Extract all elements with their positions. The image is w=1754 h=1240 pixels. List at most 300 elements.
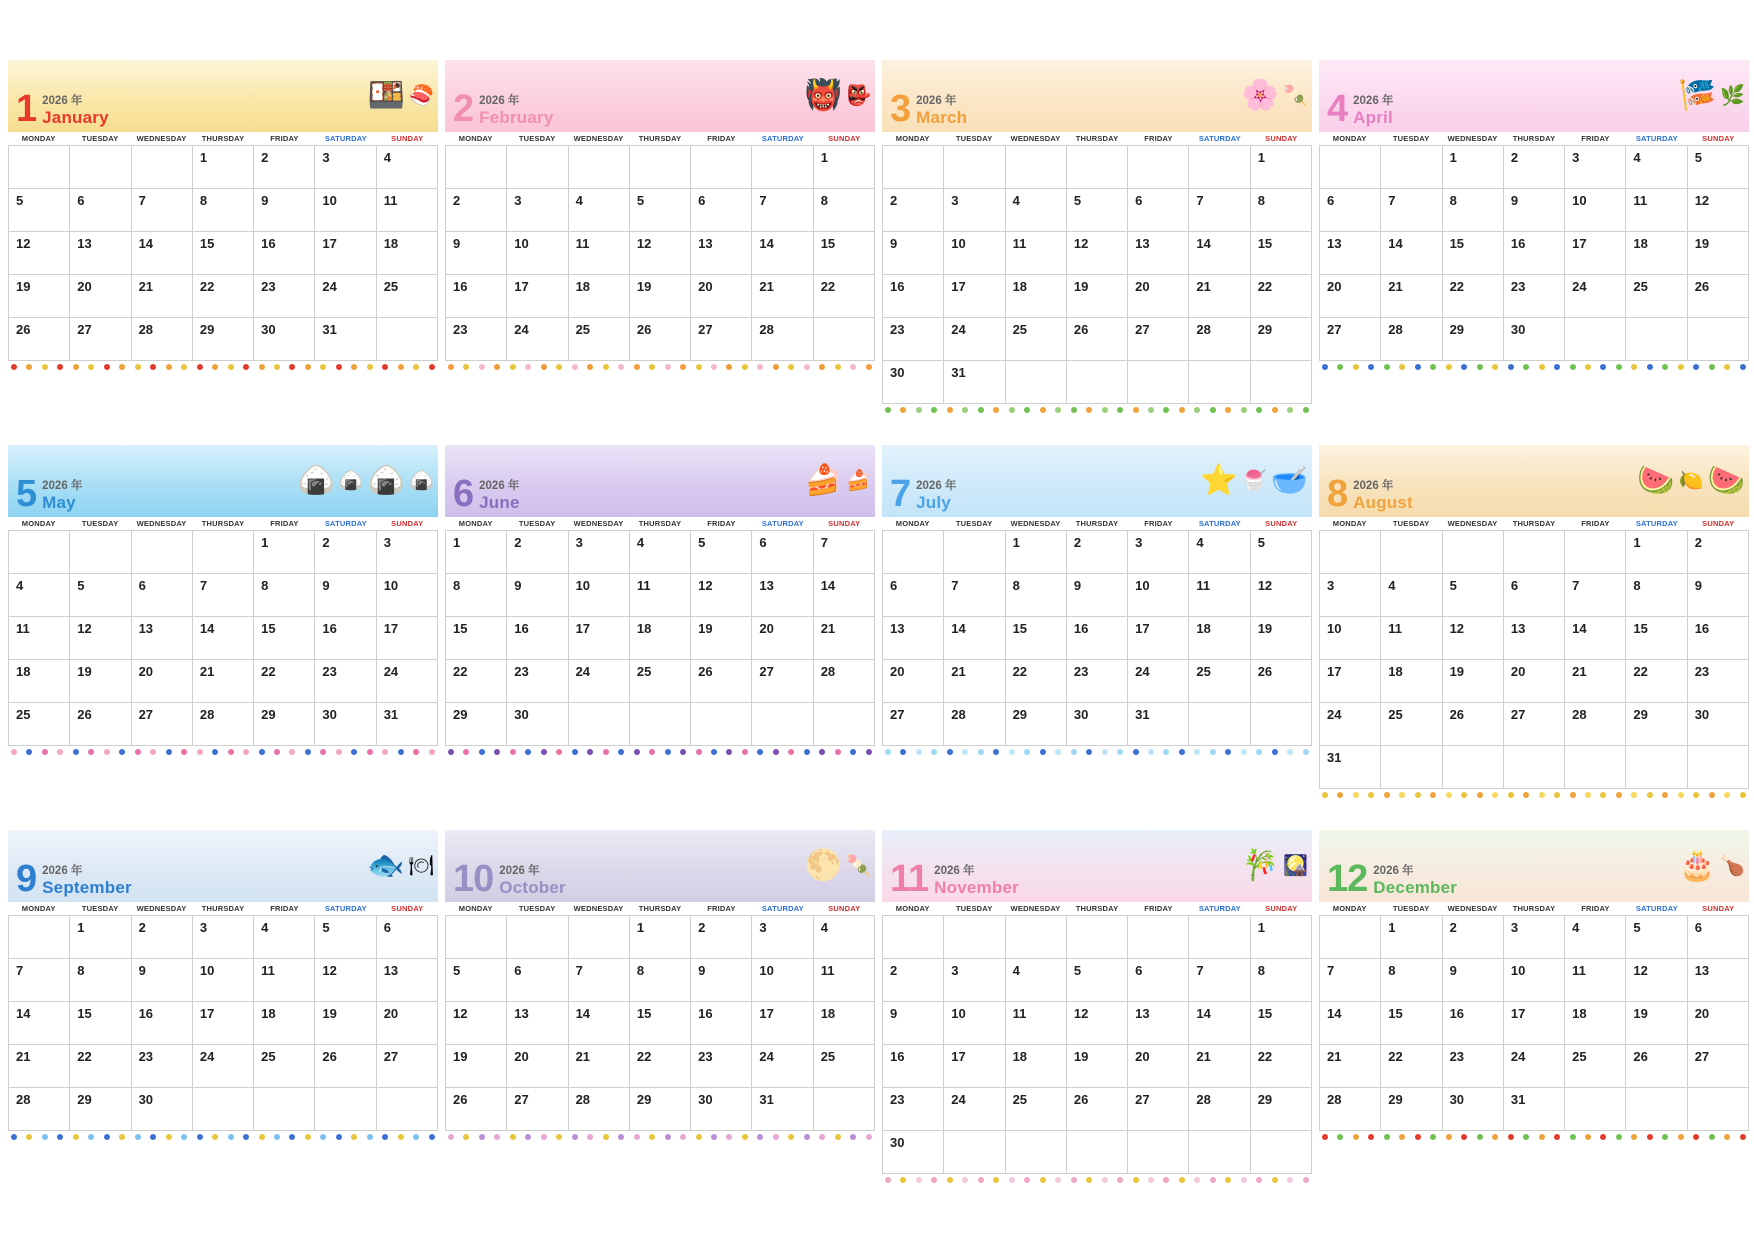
day-cell[interactable]: 19 — [629, 275, 690, 318]
day-cell[interactable]: 24 — [376, 660, 437, 703]
day-cell[interactable] — [1381, 746, 1442, 789]
day-cell[interactable]: 29 — [629, 1088, 690, 1131]
day-cell[interactable] — [691, 146, 752, 189]
day-cell[interactable]: 20 — [507, 1045, 568, 1088]
day-cell[interactable]: 27 — [1320, 318, 1381, 361]
day-cell[interactable]: 3 — [1320, 574, 1381, 617]
day-cell[interactable]: 1 — [192, 146, 253, 189]
day-cell[interactable] — [1565, 746, 1626, 789]
day-cell[interactable]: 7 — [752, 189, 813, 232]
day-cell[interactable]: 31 — [376, 703, 437, 746]
day-cell[interactable]: 26 — [70, 703, 131, 746]
day-cell[interactable]: 7 — [813, 531, 874, 574]
day-cell[interactable]: 12 — [446, 1002, 507, 1045]
day-cell[interactable]: 18 — [813, 1002, 874, 1045]
day-cell[interactable]: 25 — [1005, 318, 1066, 361]
day-cell[interactable]: 27 — [507, 1088, 568, 1131]
day-cell[interactable]: 16 — [691, 1002, 752, 1045]
day-cell[interactable]: 24 — [944, 1088, 1005, 1131]
day-cell[interactable]: 21 — [1565, 660, 1626, 703]
day-cell[interactable]: 30 — [131, 1088, 192, 1131]
day-cell[interactable]: 1 — [1005, 531, 1066, 574]
day-cell[interactable] — [1381, 146, 1442, 189]
day-cell[interactable]: 25 — [254, 1045, 315, 1088]
day-cell[interactable] — [1687, 746, 1748, 789]
day-cell[interactable]: 2 — [507, 531, 568, 574]
day-cell[interactable] — [446, 916, 507, 959]
day-cell[interactable]: 13 — [376, 959, 437, 1002]
day-cell[interactable] — [192, 1088, 253, 1131]
day-cell[interactable]: 16 — [883, 275, 944, 318]
day-cell[interactable] — [1320, 531, 1381, 574]
day-cell[interactable]: 5 — [315, 916, 376, 959]
day-cell[interactable]: 23 — [1442, 1045, 1503, 1088]
day-cell[interactable]: 9 — [691, 959, 752, 1002]
day-cell[interactable]: 17 — [315, 232, 376, 275]
day-cell[interactable]: 9 — [883, 232, 944, 275]
day-cell[interactable] — [1005, 1131, 1066, 1174]
day-cell[interactable]: 22 — [1626, 660, 1687, 703]
day-cell[interactable]: 3 — [752, 916, 813, 959]
day-cell[interactable]: 15 — [813, 232, 874, 275]
day-cell[interactable]: 30 — [254, 318, 315, 361]
day-cell[interactable]: 3 — [1565, 146, 1626, 189]
day-cell[interactable]: 4 — [813, 916, 874, 959]
day-cell[interactable]: 13 — [691, 232, 752, 275]
day-cell[interactable]: 6 — [1687, 916, 1748, 959]
day-cell[interactable]: 25 — [1189, 660, 1250, 703]
day-cell[interactable] — [1189, 146, 1250, 189]
day-cell[interactable]: 3 — [507, 189, 568, 232]
day-cell[interactable]: 9 — [1687, 574, 1748, 617]
day-cell[interactable] — [752, 146, 813, 189]
day-cell[interactable] — [1626, 1088, 1687, 1131]
day-cell[interactable] — [507, 916, 568, 959]
day-cell[interactable] — [1066, 1131, 1127, 1174]
day-cell[interactable]: 20 — [1320, 275, 1381, 318]
day-cell[interactable]: 6 — [131, 574, 192, 617]
day-cell[interactable]: 17 — [944, 1045, 1005, 1088]
day-cell[interactable]: 5 — [1442, 574, 1503, 617]
day-cell[interactable]: 28 — [1189, 318, 1250, 361]
day-cell[interactable]: 17 — [192, 1002, 253, 1045]
day-cell[interactable]: 7 — [1381, 189, 1442, 232]
day-cell[interactable] — [376, 1088, 437, 1131]
day-cell[interactable]: 24 — [568, 660, 629, 703]
day-cell[interactable] — [944, 1131, 1005, 1174]
day-cell[interactable]: 27 — [1128, 1088, 1189, 1131]
day-cell[interactable]: 5 — [9, 189, 70, 232]
day-cell[interactable]: 17 — [1128, 617, 1189, 660]
day-cell[interactable]: 20 — [1128, 275, 1189, 318]
day-cell[interactable]: 14 — [568, 1002, 629, 1045]
day-cell[interactable]: 24 — [507, 318, 568, 361]
day-cell[interactable]: 11 — [376, 189, 437, 232]
day-cell[interactable] — [1381, 531, 1442, 574]
day-cell[interactable]: 20 — [1503, 660, 1564, 703]
day-cell[interactable]: 3 — [944, 189, 1005, 232]
day-cell[interactable]: 14 — [9, 1002, 70, 1045]
day-cell[interactable]: 28 — [752, 318, 813, 361]
day-cell[interactable] — [1066, 916, 1127, 959]
day-cell[interactable]: 2 — [1442, 916, 1503, 959]
day-cell[interactable]: 15 — [254, 617, 315, 660]
day-cell[interactable]: 19 — [70, 660, 131, 703]
day-cell[interactable]: 3 — [376, 531, 437, 574]
day-cell[interactable]: 19 — [1066, 1045, 1127, 1088]
day-cell[interactable]: 5 — [629, 189, 690, 232]
day-cell[interactable] — [883, 531, 944, 574]
day-cell[interactable]: 26 — [1687, 275, 1748, 318]
day-cell[interactable]: 13 — [131, 617, 192, 660]
day-cell[interactable]: 8 — [70, 959, 131, 1002]
day-cell[interactable]: 1 — [629, 916, 690, 959]
day-cell[interactable]: 3 — [1128, 531, 1189, 574]
day-cell[interactable]: 23 — [1687, 660, 1748, 703]
day-cell[interactable]: 9 — [446, 232, 507, 275]
day-cell[interactable]: 8 — [446, 574, 507, 617]
day-cell[interactable] — [1128, 361, 1189, 404]
day-cell[interactable]: 24 — [1503, 1045, 1564, 1088]
day-cell[interactable]: 18 — [1189, 617, 1250, 660]
day-cell[interactable]: 6 — [1320, 189, 1381, 232]
day-cell[interactable]: 12 — [1687, 189, 1748, 232]
day-cell[interactable]: 17 — [1565, 232, 1626, 275]
day-cell[interactable]: 10 — [1320, 617, 1381, 660]
day-cell[interactable]: 8 — [813, 189, 874, 232]
day-cell[interactable]: 11 — [1189, 574, 1250, 617]
day-cell[interactable]: 28 — [1381, 318, 1442, 361]
day-cell[interactable]: 22 — [629, 1045, 690, 1088]
day-cell[interactable]: 11 — [629, 574, 690, 617]
day-cell[interactable]: 24 — [944, 318, 1005, 361]
day-cell[interactable]: 16 — [131, 1002, 192, 1045]
day-cell[interactable] — [629, 703, 690, 746]
day-cell[interactable]: 4 — [1626, 146, 1687, 189]
day-cell[interactable]: 21 — [813, 617, 874, 660]
day-cell[interactable] — [752, 703, 813, 746]
day-cell[interactable]: 5 — [70, 574, 131, 617]
day-cell[interactable]: 11 — [1005, 232, 1066, 275]
day-cell[interactable]: 25 — [376, 275, 437, 318]
day-cell[interactable]: 7 — [568, 959, 629, 1002]
day-cell[interactable]: 3 — [568, 531, 629, 574]
day-cell[interactable]: 26 — [446, 1088, 507, 1131]
day-cell[interactable]: 18 — [629, 617, 690, 660]
day-cell[interactable] — [1005, 361, 1066, 404]
day-cell[interactable]: 23 — [507, 660, 568, 703]
day-cell[interactable]: 22 — [254, 660, 315, 703]
day-cell[interactable]: 9 — [254, 189, 315, 232]
day-cell[interactable]: 27 — [376, 1045, 437, 1088]
day-cell[interactable] — [1066, 361, 1127, 404]
day-cell[interactable]: 23 — [1503, 275, 1564, 318]
day-cell[interactable]: 17 — [1320, 660, 1381, 703]
day-cell[interactable]: 14 — [192, 617, 253, 660]
day-cell[interactable]: 24 — [315, 275, 376, 318]
day-cell[interactable]: 10 — [1565, 189, 1626, 232]
day-cell[interactable]: 16 — [507, 617, 568, 660]
day-cell[interactable]: 22 — [1005, 660, 1066, 703]
day-cell[interactable]: 20 — [1128, 1045, 1189, 1088]
day-cell[interactable]: 5 — [1626, 916, 1687, 959]
day-cell[interactable] — [1626, 318, 1687, 361]
day-cell[interactable] — [70, 146, 131, 189]
day-cell[interactable]: 20 — [691, 275, 752, 318]
day-cell[interactable]: 8 — [1442, 189, 1503, 232]
day-cell[interactable]: 19 — [1626, 1002, 1687, 1045]
day-cell[interactable]: 3 — [1503, 916, 1564, 959]
day-cell[interactable]: 16 — [446, 275, 507, 318]
day-cell[interactable]: 25 — [1626, 275, 1687, 318]
day-cell[interactable]: 29 — [192, 318, 253, 361]
day-cell[interactable]: 22 — [1442, 275, 1503, 318]
day-cell[interactable] — [446, 146, 507, 189]
day-cell[interactable]: 20 — [70, 275, 131, 318]
day-cell[interactable]: 16 — [883, 1045, 944, 1088]
day-cell[interactable]: 24 — [1320, 703, 1381, 746]
day-cell[interactable]: 23 — [254, 275, 315, 318]
day-cell[interactable] — [9, 531, 70, 574]
day-cell[interactable]: 13 — [1128, 232, 1189, 275]
day-cell[interactable] — [1320, 916, 1381, 959]
day-cell[interactable] — [376, 318, 437, 361]
day-cell[interactable] — [813, 318, 874, 361]
day-cell[interactable]: 25 — [9, 703, 70, 746]
day-cell[interactable]: 10 — [507, 232, 568, 275]
day-cell[interactable]: 11 — [1381, 617, 1442, 660]
day-cell[interactable]: 12 — [629, 232, 690, 275]
day-cell[interactable]: 4 — [9, 574, 70, 617]
day-cell[interactable]: 14 — [1565, 617, 1626, 660]
day-cell[interactable]: 22 — [1250, 275, 1311, 318]
day-cell[interactable]: 19 — [9, 275, 70, 318]
day-cell[interactable]: 14 — [944, 617, 1005, 660]
day-cell[interactable]: 24 — [752, 1045, 813, 1088]
day-cell[interactable]: 8 — [629, 959, 690, 1002]
day-cell[interactable]: 4 — [1381, 574, 1442, 617]
day-cell[interactable]: 18 — [9, 660, 70, 703]
day-cell[interactable] — [944, 916, 1005, 959]
day-cell[interactable]: 4 — [254, 916, 315, 959]
day-cell[interactable]: 18 — [1005, 275, 1066, 318]
day-cell[interactable]: 14 — [1189, 232, 1250, 275]
day-cell[interactable]: 1 — [1250, 916, 1311, 959]
day-cell[interactable]: 13 — [1687, 959, 1748, 1002]
day-cell[interactable]: 9 — [1442, 959, 1503, 1002]
day-cell[interactable]: 6 — [752, 531, 813, 574]
day-cell[interactable] — [507, 146, 568, 189]
day-cell[interactable] — [1503, 746, 1564, 789]
day-cell[interactable]: 25 — [629, 660, 690, 703]
day-cell[interactable]: 18 — [376, 232, 437, 275]
day-cell[interactable]: 7 — [131, 189, 192, 232]
day-cell[interactable] — [944, 146, 1005, 189]
day-cell[interactable] — [1250, 703, 1311, 746]
day-cell[interactable]: 29 — [1381, 1088, 1442, 1131]
day-cell[interactable]: 28 — [1320, 1088, 1381, 1131]
day-cell[interactable]: 28 — [9, 1088, 70, 1131]
day-cell[interactable] — [1687, 1088, 1748, 1131]
day-cell[interactable]: 31 — [1128, 703, 1189, 746]
day-cell[interactable]: 27 — [752, 660, 813, 703]
day-cell[interactable]: 7 — [1189, 189, 1250, 232]
day-cell[interactable]: 25 — [1381, 703, 1442, 746]
day-cell[interactable] — [883, 916, 944, 959]
day-cell[interactable]: 3 — [192, 916, 253, 959]
day-cell[interactable]: 18 — [1005, 1045, 1066, 1088]
day-cell[interactable]: 20 — [376, 1002, 437, 1045]
day-cell[interactable]: 2 — [883, 959, 944, 1002]
day-cell[interactable]: 19 — [446, 1045, 507, 1088]
day-cell[interactable]: 5 — [446, 959, 507, 1002]
day-cell[interactable]: 27 — [1128, 318, 1189, 361]
day-cell[interactable]: 9 — [1503, 189, 1564, 232]
day-cell[interactable]: 23 — [691, 1045, 752, 1088]
day-cell[interactable]: 29 — [254, 703, 315, 746]
day-cell[interactable]: 28 — [1189, 1088, 1250, 1131]
day-cell[interactable]: 19 — [691, 617, 752, 660]
day-cell[interactable]: 15 — [1381, 1002, 1442, 1045]
day-cell[interactable]: 15 — [1442, 232, 1503, 275]
day-cell[interactable]: 1 — [1381, 916, 1442, 959]
day-cell[interactable]: 6 — [507, 959, 568, 1002]
day-cell[interactable] — [883, 146, 944, 189]
day-cell[interactable] — [9, 146, 70, 189]
day-cell[interactable]: 6 — [70, 189, 131, 232]
day-cell[interactable]: 24 — [1565, 275, 1626, 318]
day-cell[interactable]: 4 — [1565, 916, 1626, 959]
day-cell[interactable] — [1626, 746, 1687, 789]
day-cell[interactable]: 27 — [1687, 1045, 1748, 1088]
day-cell[interactable] — [70, 531, 131, 574]
day-cell[interactable]: 5 — [1066, 959, 1127, 1002]
day-cell[interactable]: 10 — [315, 189, 376, 232]
day-cell[interactable]: 26 — [1626, 1045, 1687, 1088]
day-cell[interactable]: 22 — [192, 275, 253, 318]
day-cell[interactable]: 2 — [1687, 531, 1748, 574]
day-cell[interactable]: 4 — [1189, 531, 1250, 574]
day-cell[interactable]: 8 — [1250, 959, 1311, 1002]
day-cell[interactable] — [1189, 703, 1250, 746]
day-cell[interactable] — [1066, 146, 1127, 189]
day-cell[interactable]: 31 — [944, 361, 1005, 404]
day-cell[interactable]: 20 — [1687, 1002, 1748, 1045]
day-cell[interactable]: 18 — [568, 275, 629, 318]
day-cell[interactable]: 2 — [254, 146, 315, 189]
day-cell[interactable]: 13 — [752, 574, 813, 617]
day-cell[interactable]: 9 — [507, 574, 568, 617]
day-cell[interactable]: 22 — [1250, 1045, 1311, 1088]
day-cell[interactable]: 27 — [70, 318, 131, 361]
day-cell[interactable]: 13 — [1128, 1002, 1189, 1045]
day-cell[interactable]: 13 — [70, 232, 131, 275]
day-cell[interactable]: 29 — [1442, 318, 1503, 361]
day-cell[interactable] — [629, 146, 690, 189]
day-cell[interactable]: 7 — [192, 574, 253, 617]
day-cell[interactable]: 29 — [1626, 703, 1687, 746]
day-cell[interactable]: 17 — [507, 275, 568, 318]
day-cell[interactable]: 28 — [944, 703, 1005, 746]
day-cell[interactable]: 13 — [883, 617, 944, 660]
day-cell[interactable]: 18 — [1381, 660, 1442, 703]
day-cell[interactable]: 28 — [568, 1088, 629, 1131]
day-cell[interactable]: 11 — [813, 959, 874, 1002]
day-cell[interactable]: 7 — [1189, 959, 1250, 1002]
day-cell[interactable]: 15 — [1250, 1002, 1311, 1045]
day-cell[interactable]: 23 — [883, 1088, 944, 1131]
day-cell[interactable]: 19 — [1442, 660, 1503, 703]
day-cell[interactable]: 9 — [883, 1002, 944, 1045]
day-cell[interactable]: 27 — [883, 703, 944, 746]
day-cell[interactable]: 12 — [315, 959, 376, 1002]
day-cell[interactable]: 18 — [1565, 1002, 1626, 1045]
day-cell[interactable]: 11 — [9, 617, 70, 660]
day-cell[interactable]: 19 — [1250, 617, 1311, 660]
day-cell[interactable]: 21 — [944, 660, 1005, 703]
day-cell[interactable] — [813, 703, 874, 746]
day-cell[interactable]: 8 — [1626, 574, 1687, 617]
day-cell[interactable]: 25 — [1565, 1045, 1626, 1088]
day-cell[interactable]: 17 — [944, 275, 1005, 318]
day-cell[interactable]: 10 — [944, 232, 1005, 275]
day-cell[interactable]: 29 — [1250, 1088, 1311, 1131]
day-cell[interactable]: 5 — [1250, 531, 1311, 574]
day-cell[interactable]: 9 — [1066, 574, 1127, 617]
day-cell[interactable]: 29 — [446, 703, 507, 746]
day-cell[interactable] — [315, 1088, 376, 1131]
day-cell[interactable]: 4 — [629, 531, 690, 574]
day-cell[interactable]: 2 — [1066, 531, 1127, 574]
day-cell[interactable]: 12 — [691, 574, 752, 617]
day-cell[interactable] — [1128, 1131, 1189, 1174]
day-cell[interactable]: 6 — [883, 574, 944, 617]
day-cell[interactable]: 2 — [446, 189, 507, 232]
day-cell[interactable]: 2 — [691, 916, 752, 959]
day-cell[interactable]: 9 — [131, 959, 192, 1002]
day-cell[interactable]: 27 — [1503, 703, 1564, 746]
day-cell[interactable] — [1250, 1131, 1311, 1174]
day-cell[interactable]: 15 — [1005, 617, 1066, 660]
day-cell[interactable]: 31 — [752, 1088, 813, 1131]
day-cell[interactable]: 4 — [1005, 959, 1066, 1002]
day-cell[interactable]: 14 — [1189, 1002, 1250, 1045]
day-cell[interactable]: 26 — [1442, 703, 1503, 746]
day-cell[interactable]: 22 — [446, 660, 507, 703]
day-cell[interactable]: 26 — [1066, 1088, 1127, 1131]
day-cell[interactable]: 28 — [192, 703, 253, 746]
day-cell[interactable]: 21 — [568, 1045, 629, 1088]
day-cell[interactable]: 21 — [1189, 1045, 1250, 1088]
day-cell[interactable]: 13 — [1320, 232, 1381, 275]
day-cell[interactable]: 5 — [691, 531, 752, 574]
day-cell[interactable] — [568, 146, 629, 189]
day-cell[interactable]: 20 — [752, 617, 813, 660]
day-cell[interactable]: 30 — [1503, 318, 1564, 361]
day-cell[interactable]: 15 — [629, 1002, 690, 1045]
day-cell[interactable]: 16 — [1503, 232, 1564, 275]
day-cell[interactable]: 19 — [1066, 275, 1127, 318]
day-cell[interactable] — [9, 916, 70, 959]
day-cell[interactable]: 18 — [254, 1002, 315, 1045]
day-cell[interactable]: 10 — [1503, 959, 1564, 1002]
day-cell[interactable]: 13 — [1503, 617, 1564, 660]
day-cell[interactable]: 8 — [254, 574, 315, 617]
day-cell[interactable] — [254, 1088, 315, 1131]
day-cell[interactable]: 14 — [1381, 232, 1442, 275]
day-cell[interactable]: 21 — [1381, 275, 1442, 318]
day-cell[interactable]: 17 — [568, 617, 629, 660]
